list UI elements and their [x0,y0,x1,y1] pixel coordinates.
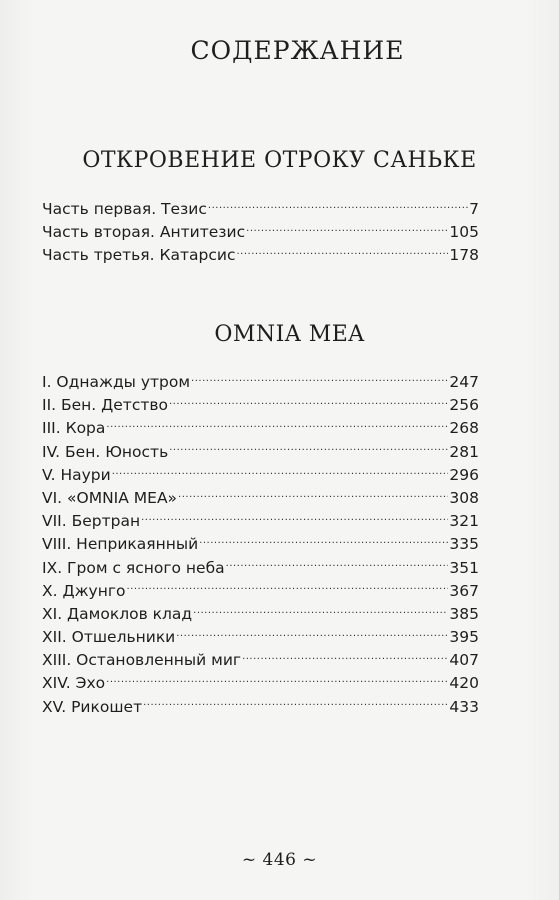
toc-entry-title: VII. Бертран [42,512,141,531]
toc-leader-dots [199,534,448,550]
toc-entry-page: 395 [449,628,479,647]
toc-entry-page: 105 [449,223,479,242]
toc-entry-title: XIV. Эхо [42,674,106,693]
toc-entry-page: 407 [449,651,479,670]
toc-list-section-2 [42,371,479,719]
toc-entry-title: II. Бен. Детство [42,396,168,415]
toc-entry-title: Часть вторая. Антитезис [42,223,246,242]
toc-entry-title: X. Джунго [42,581,126,600]
toc-entry-title: XI. Дамоклов клад [42,604,193,623]
toc-leader-dots [112,464,449,480]
toc-entry-page: 281 [449,442,479,461]
toc-leader-dots [193,603,448,619]
toc-entry-page: 296 [449,465,479,484]
toc-entry-page: 247 [449,373,479,391]
toc-leader-dots [106,418,448,434]
toc-entry [42,487,479,510]
toc-entry-title: V. Наури [42,465,111,484]
toc-entry-page: 335 [449,535,479,554]
toc-entry-page: 256 [449,396,479,415]
toc-entry [42,672,479,695]
toc-leader-dots [106,673,448,689]
section-heading-2: OMNIA MEA [214,322,365,347]
toc-entry [42,626,479,649]
toc-entry [42,510,479,533]
toc-entry [42,603,479,626]
toc-entry-page: 7 [469,200,479,218]
page-number: ~ 446 ~ [241,850,318,870]
toc-leader-dots [178,487,448,503]
toc-entry [42,371,479,394]
toc-leader-dots [208,199,468,215]
toc-entry-title: IV. Бен. Юность [42,442,169,461]
toc-entry-title: I. Однажды утром [42,373,191,391]
toc-entry [42,649,479,672]
toc-entry-title: XII. Отшельники [42,628,176,647]
toc-leader-dots [141,511,448,527]
toc-entry-title: XV. Рикошет [42,697,143,716]
toc-entry-page: 420 [449,674,479,693]
toc-entry-page: 367 [449,581,479,600]
toc-leader-dots [226,557,449,573]
toc-entry-title: Часть первая. Тезис [42,200,207,218]
toc-entry [42,533,479,556]
toc-entry-page: 351 [449,558,479,577]
toc-leader-dots [176,627,448,643]
toc-entry-title: VIII. Неприкаянный [42,535,199,554]
toc-leader-dots [191,372,448,388]
toc-entry-page: 268 [449,419,479,438]
toc-leader-dots [126,580,448,596]
section-heading-1: ОТКРОВЕНИЕ ОТРОКУ САНЬКЕ [82,148,477,173]
toc-entry [42,696,479,719]
toc-list-section-1 [42,198,479,268]
toc-leader-dots [242,650,448,666]
toc-entry-page: 321 [449,512,479,531]
toc-leader-dots [236,245,448,261]
toc-leader-dots [246,222,448,238]
toc-entry [42,557,479,580]
toc-entry-title: III. Кора [42,419,106,438]
toc-entry-page: 308 [449,488,479,507]
toc-entry-page: 433 [449,697,479,716]
toc-leader-dots [169,441,448,457]
toc-entry-title: IX. Гром с ясного неба [42,558,225,577]
toc-leader-dots [143,696,448,712]
toc-entry [42,580,479,603]
toc-entry-page: 178 [449,246,479,265]
toc-entry-title: Часть третья. Катарсис [42,246,236,265]
toc-entry [42,221,479,244]
toc-entry [42,464,479,487]
contents-title: СОДЕРЖАНИЕ [190,36,405,65]
toc-entry [42,244,479,267]
toc-entry-title: VI. «OMNIA MEA» [42,488,178,507]
toc-entry-title: XIII. Остановленный миг [42,651,242,670]
toc-entry-page: 385 [449,604,479,623]
toc-leader-dots [169,395,448,411]
toc-entry [42,417,479,440]
toc-entry [42,441,479,464]
toc-entry [42,198,479,221]
toc-entry [42,394,479,417]
